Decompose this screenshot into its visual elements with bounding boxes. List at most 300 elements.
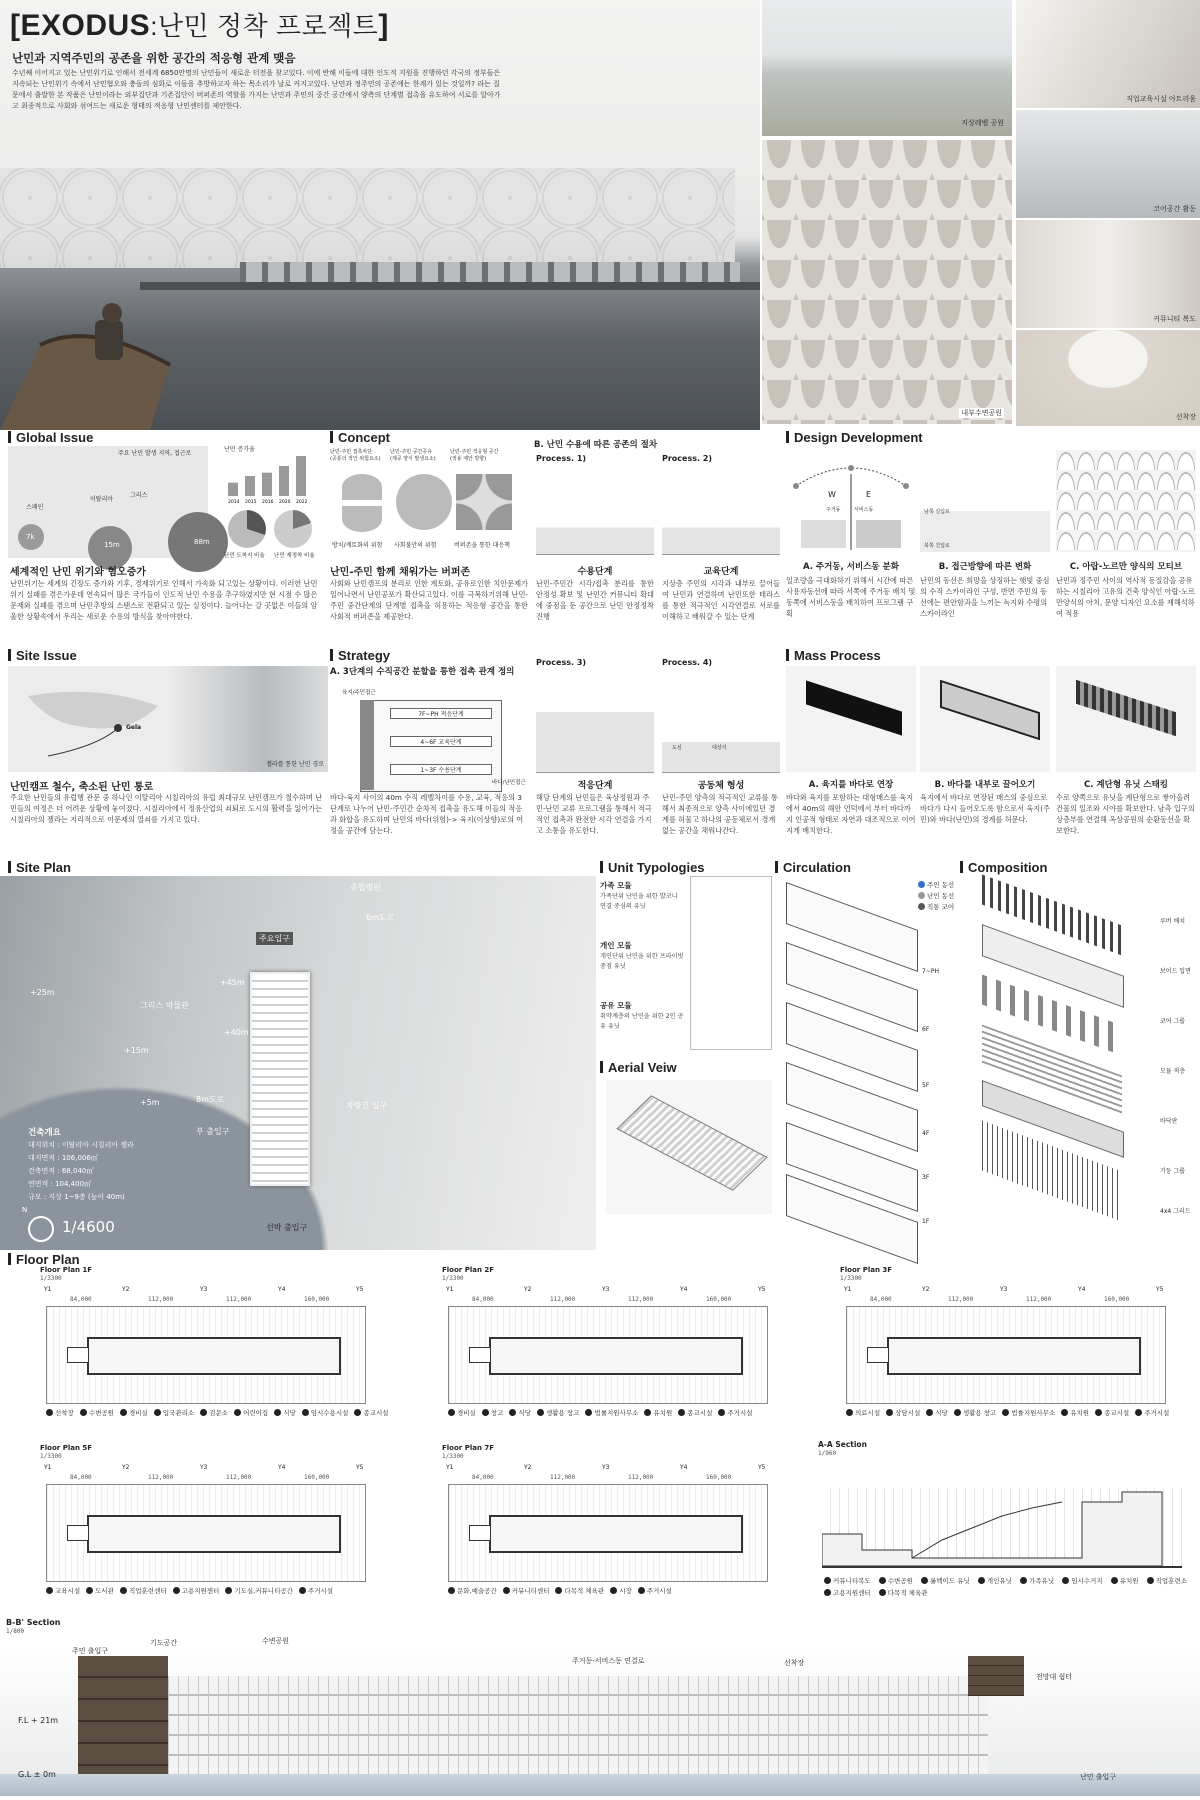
north-label: N: [22, 1206, 28, 1214]
strategy-level: 7F~PH 적응단계: [390, 708, 492, 719]
unit-body: 취약계층의 난민을 위한 2인 공유 유닛: [600, 1013, 684, 1030]
strategy-diagram: [340, 682, 526, 790]
overview-title: 건축개요: [28, 1128, 61, 1138]
dev-label: 주거동: [826, 507, 841, 513]
legend-item: 종교시설: [1104, 1409, 1130, 1417]
legend-item: 주거시설: [727, 1409, 753, 1417]
circle-label: 7k: [26, 533, 35, 541]
dev-body: 일조량을 극대화하기 위해서 시간에 따른 사용자동선에 따라 서쪽에 주거동 배치 및 동쪽에 서비스동을 배치하여 프로그램 구획: [786, 576, 916, 619]
plan-dim: 84,000: [472, 1474, 494, 1481]
unit-body: 개인단위 난민을 위한 프라이빗 중점 유닛: [600, 953, 684, 970]
plan-axis-label: Y2: [922, 1286, 930, 1293]
plan-legend: [840, 1408, 1190, 1419]
mass-name: B. 바다를 내부로 끌어오기: [934, 780, 1036, 790]
map-label: 스페인: [26, 504, 44, 511]
global-body: 난민위기는 세계의 긴장도 증가와 기후, 경제위기로 인해서 가속화 되고있는 상황이다. 이러한 난민위기 실패를 겪은가운데 연속되어 많은 국가들이 인도적 난민 수용을 추구하였지만 현 시점 수 많은 문제와 실패를 겪으며 난민추방의 스탠스로 전환되고 있는 실정이다. 늘어나는 갈 곳없은 이들의 암울한 상황속에서 우리는 새로운 수용의 방식을 찾아야한다.: [10, 579, 318, 622]
legend-item: 주거시설: [307, 1587, 334, 1595]
render-label: 선착장: [1175, 413, 1196, 421]
plan-dim: 112,000: [226, 1296, 252, 1303]
plan-axis-label: Y4: [278, 1286, 286, 1293]
site-label: 선박 출입구: [266, 1223, 308, 1232]
section-title: Global Issue: [8, 430, 93, 445]
legend-item: 종교시설: [363, 1409, 389, 1417]
plan-dim: 84,000: [70, 1296, 92, 1303]
growth-year: 2022: [296, 500, 308, 504]
unit-diagram: [690, 876, 772, 1050]
growth-bar: [228, 483, 238, 496]
process-title: B. 난민 수용에 따른 공존의 절차: [534, 440, 658, 450]
unit-name: 개인 모듈: [600, 941, 632, 950]
legend-item: 식당: [283, 1409, 296, 1417]
render-label: 코어공간 활동: [1153, 205, 1196, 213]
site-label: 부 출입구: [196, 1127, 230, 1136]
plan-legend: [40, 1586, 390, 1597]
legend-item: 법률지원사무소: [594, 1409, 639, 1417]
title-main: EXODUS: [20, 9, 151, 42]
legend-item: 입국관리소: [162, 1409, 195, 1417]
unit-name: 공유 모듈: [600, 1001, 632, 1010]
legend-item: 다목적 체육관: [564, 1587, 605, 1595]
legend-bullet: [154, 1409, 161, 1416]
composition-label: 보이드 입면: [1160, 968, 1191, 975]
render-core: [1016, 110, 1200, 218]
plan-axis-label: Y2: [122, 1286, 130, 1293]
legend-bullet: [610, 1587, 617, 1594]
growth-bar: [296, 456, 306, 496]
legend-dot: [918, 881, 925, 888]
render-pier: [1016, 330, 1200, 426]
section-title: Mass Process: [786, 648, 881, 663]
legend-bullet: [1061, 1409, 1068, 1416]
legend-item: 임시수용시설: [310, 1409, 349, 1417]
legend-bullet: [1002, 1409, 1009, 1416]
dev-name: C. 아랍-노르만 양식의 모티브: [1069, 562, 1183, 572]
growth-bar: [245, 476, 255, 496]
floor-plan: [40, 1444, 390, 1612]
legend-bullet: [555, 1587, 562, 1594]
legend-bullet: [302, 1409, 309, 1416]
floor-plan: [840, 1266, 1190, 1434]
growth-year: 2014: [228, 500, 240, 504]
mass-diagram-3: [1056, 666, 1196, 772]
plan-axis-label: Y2: [524, 1286, 532, 1293]
legend-item: 유치원: [1070, 1409, 1090, 1417]
render-label: 커뮤니티 복도: [1153, 315, 1196, 323]
photo-caption: 젤라를 통한 난민 경로: [266, 761, 324, 768]
section-aa: [818, 1440, 1192, 1600]
header-block: [0, 0, 760, 430]
legend-dot: [918, 892, 925, 899]
bb-label: 전망대 쉼터: [1036, 1673, 1073, 1681]
plan-dim: 112,000: [628, 1474, 654, 1481]
floor-label: 4F: [922, 1130, 930, 1137]
section-scale: 1/960: [818, 1450, 837, 1457]
dev-name: B. 접근방향에 따른 변화: [938, 562, 1032, 572]
floor-label: 5F: [922, 1082, 930, 1089]
legend-bullet: [509, 1409, 516, 1416]
plan-axis-label: Y5: [758, 1286, 766, 1293]
section-title: Site Plan: [8, 860, 71, 875]
strategy-level: 1~3F 수용단계: [390, 764, 492, 775]
bb-label: 주거동-서비스동 연결로: [572, 1657, 645, 1665]
plan-drawing: [448, 1306, 768, 1404]
mass-name: C. 계단형 유닛 스태킹: [1083, 780, 1169, 790]
growth-bar: [262, 473, 272, 496]
legend-label: 직통 코어: [927, 903, 955, 912]
plan-scale: 1/3300: [40, 1275, 62, 1282]
plan-title: Floor Plan 5F: [40, 1444, 93, 1452]
step-name: 공동체 형성: [697, 781, 745, 791]
overview-line: 대지위치 : 이탈리아 시칠리아 젤라: [28, 1141, 134, 1149]
overview-line: 건축면적 : 68,040㎡: [28, 1167, 94, 1175]
plan-dim: 112,000: [948, 1296, 974, 1303]
circulation-diagram: [778, 906, 938, 1246]
site-issue-heading: 난민캠프 철수, 축소된 난민 통로: [10, 782, 154, 793]
process-diagram-3: [536, 672, 654, 773]
bb-level: F.L + 21m: [18, 1716, 59, 1725]
chart-title: 난민 증가율: [224, 446, 255, 453]
render-label: 지상레벨 공원: [961, 119, 1004, 127]
legend-bullet: [274, 1409, 281, 1416]
legend-bullet: [585, 1409, 592, 1416]
legend-bullet: [46, 1587, 53, 1594]
plan-dim: 160,000: [706, 1296, 732, 1303]
plan-axis-label: Y4: [278, 1464, 286, 1471]
plan-dim: 160,000: [304, 1296, 330, 1303]
dev-label: 서비스동: [854, 507, 874, 513]
process-label: Process. 1): [536, 454, 587, 463]
legend-item: 시장: [619, 1587, 632, 1595]
subtitle: 난민과 지역주민의 공존을 위한 공간의 적응형 관계 맺음: [12, 51, 296, 65]
plan-axis-label: Y5: [356, 1464, 364, 1471]
concept-col-label: 난민-주민 접촉차단 (공통의 적인 위험요소): [330, 449, 381, 462]
dev-diagram-1: [786, 450, 916, 552]
legend-bullet: [86, 1587, 93, 1594]
step-body: 난민-주민간 시각/접촉 분리를 통한 안정성 확보 및 난민간 커뮤니티 확대에 중점을 둔 공간으로 난민 안정정착 진행: [536, 579, 654, 622]
plan-legend: [442, 1586, 792, 1597]
section-title: Circulation: [775, 860, 851, 875]
legend-item: 의료시설: [855, 1409, 881, 1417]
legend-bullet: [482, 1409, 489, 1416]
legend-bullet: [954, 1409, 961, 1416]
strategy-level: 4~6F 교육단계: [390, 736, 492, 747]
floor-label: 7~PH: [922, 968, 939, 975]
site-scale: 1/4600: [62, 1218, 115, 1236]
unit-name: 가족 모듈: [600, 881, 632, 890]
plan-dim: 160,000: [1104, 1296, 1130, 1303]
composition-label: 4x4 그리드: [1160, 1208, 1191, 1215]
growth-chart: [222, 446, 316, 504]
plan-dim: 112,000: [1026, 1296, 1052, 1303]
legend-bullet: [638, 1587, 645, 1594]
bb-label: 수변공원: [262, 1637, 290, 1645]
legend-bullet: [846, 1409, 853, 1416]
plan-title: Floor Plan 2F: [442, 1266, 495, 1274]
legend-item: 도서관: [95, 1587, 114, 1595]
composition-label: 코어 그룹: [1160, 1018, 1186, 1025]
section-title: Unit Typologies: [600, 860, 705, 875]
legend-bullet: [1095, 1409, 1102, 1416]
legend-item: 선착장: [55, 1409, 74, 1417]
section-title: Aerial Veiw: [600, 1060, 677, 1075]
section-title: Composition: [960, 860, 1047, 875]
render-label: 내부수변공원: [961, 409, 1002, 417]
legend-item: 종교시설: [687, 1409, 713, 1417]
site-label: 그리스 박물관: [140, 1001, 189, 1010]
plan-dim: 112,000: [550, 1296, 576, 1303]
plan-dim: 84,000: [70, 1474, 92, 1481]
plan-scale: 1/3300: [40, 1453, 62, 1460]
concept-col-label: 난민-주민 적응형 공간 (적용 제안 방향): [450, 449, 499, 462]
level-label: +25m: [30, 988, 55, 997]
unit-body: 가족단위 난민을 위한 발코니 연결 중심의 유닛: [600, 893, 678, 910]
step-name: 적응단계: [577, 781, 613, 791]
plan-axis-label: Y3: [1000, 1286, 1008, 1293]
bb-label: 난민 출입구: [1080, 1773, 1117, 1781]
legend-item: 상담시설: [895, 1409, 921, 1417]
floor-plan: [442, 1266, 792, 1434]
plan-scale: 1/3300: [442, 1275, 464, 1282]
growth-bar: [279, 466, 289, 496]
plan-title: Floor Plan 7F: [442, 1444, 495, 1452]
overview-line: 대지면적 : 106,006㎡: [28, 1154, 98, 1162]
render-park-level: [762, 0, 1012, 136]
section-bb: [0, 1616, 1200, 1800]
legend-bullet: [1135, 1409, 1142, 1416]
plan-drawing: [46, 1306, 366, 1404]
step-name: 수용단계: [577, 567, 613, 577]
title: [EXODUS:난민 정착 프로젝트]: [10, 9, 389, 42]
legend-item: 생활용 창고: [545, 1409, 580, 1417]
boat-figure: [0, 285, 250, 430]
composition-diagram: [972, 900, 1142, 1240]
step-body: 해당 단계의 난민들은 육상정원과 주민-난민 교류 프로그램을 통해서 적극적인 접촉과 완전한 시각 연결을 가지고 소통을 유도한다.: [536, 793, 652, 836]
circle-label: 15m: [104, 541, 120, 549]
legend-item: 생활용 창고: [962, 1409, 997, 1417]
plan-axis-label: Y5: [758, 1464, 766, 1471]
legend-item: 문화,예술공간: [457, 1587, 497, 1595]
concept-diagram-1: [340, 474, 384, 532]
plan-axis-label: Y3: [602, 1464, 610, 1471]
plan-axis-label: Y3: [200, 1464, 208, 1471]
plan-dim: 112,000: [226, 1474, 252, 1481]
strategy-arrow: 바다/난민접근: [492, 780, 526, 786]
render-arches: [762, 140, 1012, 424]
plan-dim: 112,000: [628, 1296, 654, 1303]
plan-dim: 112,000: [550, 1474, 576, 1481]
plan-dim: 112,000: [148, 1474, 174, 1481]
plan-drawing: [448, 1484, 768, 1582]
building-arcade: [240, 262, 740, 282]
plan-dim: 84,000: [472, 1296, 494, 1303]
dev-diagram-3: [1056, 450, 1196, 552]
composition-label: 모듈 적층: [1160, 1068, 1186, 1075]
section-name: B-B' Section: [6, 1618, 61, 1627]
plan-axis-label: Y2: [524, 1464, 532, 1471]
strategy-arrow: 육지/주민접근: [342, 690, 376, 696]
global-heading: 세계적인 난민 위기와 혐오증가: [10, 567, 147, 578]
site-label: 종합병원: [350, 883, 381, 892]
growth-year: 2015: [245, 500, 257, 504]
plan-axis-label: Y1: [446, 1286, 454, 1293]
aerial-view: [606, 1080, 772, 1214]
pie-2: [274, 510, 312, 548]
concept-heading: 난민-주민 함께 채워가는 버퍼존: [330, 567, 471, 578]
legend-label: 주민 동선: [927, 881, 955, 889]
pie-caption: 난민 재정착 비율: [274, 553, 315, 559]
concept-diagram-3: [456, 474, 512, 530]
floor-label: 6F: [922, 1026, 930, 1033]
strategy-subtitle: A. 3단계의 수직공간 분할을 통한 접촉 관계 정의: [330, 667, 515, 677]
intro-text: 수년째 이어지고 있는 난민위기로 인해서 전세계 6850만명의 난민들이 새로운 터전을 찾고있다. 이에 반해 이들에 대한 인도적 지원을 진행하던 각국의 정부들은 지속되는 난민위기 속에서 난민혐오와 충돌의 심화로 이들을 추방하고자 하는 목소리가 날로 커지고있다. 난민과 정주민의 공존에는 한계가 있는 것일까? 라는 질문에서 출발한 본 작품은 난민이라는 외부집단과 기존집단이 버퍼존의 역할을 가지는 난민과 주민의 중간 공간에서 양측의 단계별 접촉을 유도하여 서로를 알아가고 최종적으로 사회와 섞여드는 새로운 형태의 적응형 난민센터를 제안한다.: [12, 69, 501, 110]
compass-label: W: [828, 490, 836, 499]
legend-bullet: [678, 1409, 685, 1416]
legend-item: 교육시설: [55, 1587, 81, 1595]
pie-1: [228, 510, 266, 548]
legend-bullet: [299, 1587, 306, 1594]
legend-item: 유치원: [653, 1409, 673, 1417]
plan-axis-label: Y1: [844, 1286, 852, 1293]
process-label: Process. 2): [662, 454, 713, 463]
legend-bullet: [448, 1409, 455, 1416]
process-diagram-2: [662, 466, 780, 555]
map-label: Gela: [126, 724, 142, 731]
concept-col-label: 난민-주민 공간공유 (제공 양식 발생요소): [390, 449, 436, 462]
legend-item: 법률지원사무소: [1011, 1409, 1056, 1417]
section-name: A-A Section: [818, 1440, 867, 1449]
plan-dim: 112,000: [148, 1296, 174, 1303]
growth-year: 2020: [279, 500, 291, 504]
section-bb-drawing: [0, 1646, 1200, 1796]
site-label: 차량진 입구: [346, 1101, 388, 1110]
section-title: Floor Plan: [8, 1252, 80, 1267]
concept-body: 사회와 난민캠프의 분리로 인한 계토화, 공유로인한 치안문제가 일어나면서 난민공포가 확산되고있다. 이를 극복하기위해 난민-주민 중간단계의 단계별 접촉을 허용하는 적응형 공간을 통한 사회적 버퍼존을 제공한다.: [330, 579, 528, 622]
mass-name: A. 육지를 바다로 연장: [808, 780, 894, 790]
bb-label: 선착장: [784, 1659, 805, 1667]
plan-legend: [40, 1408, 390, 1419]
section-title: Concept: [330, 430, 390, 445]
bb-label: 기도공간: [150, 1639, 178, 1647]
floor-plan: [442, 1444, 792, 1612]
section-title: Design Development: [786, 430, 923, 445]
concept-caption: 방치/계토화의 위험: [332, 542, 383, 549]
building-facade: [0, 168, 735, 268]
legend-bullet: [926, 1409, 933, 1416]
legend-item: 식당: [518, 1409, 531, 1417]
legend-bullet: [46, 1409, 53, 1416]
plan-scale: 1/3300: [442, 1453, 464, 1460]
legend-bullet: [120, 1409, 127, 1416]
plan-axis-label: Y2: [122, 1464, 130, 1471]
concept-caption: 버퍼존을 통한 대응책: [454, 542, 510, 549]
legend-item: 식당: [935, 1409, 948, 1417]
floor-plan: [40, 1266, 390, 1434]
dev-label: 남쪽 진입로: [924, 509, 950, 515]
plan-title: Floor Plan 1F: [40, 1266, 93, 1274]
legend-bullet: [225, 1587, 232, 1594]
level-label: +40m: [224, 1028, 249, 1037]
plan-axis-label: Y1: [44, 1464, 52, 1471]
north-arrow-icon: [28, 1216, 54, 1242]
plan-axis-label: Y3: [602, 1286, 610, 1293]
process-label: Process. 3): [536, 658, 587, 667]
mass-diagram-1: [786, 666, 916, 772]
section-title: Strategy: [330, 648, 390, 663]
legend-bullet: [503, 1587, 510, 1594]
legend-item: 수변공원: [88, 1409, 114, 1417]
mass-diagram-2: [920, 666, 1050, 772]
global-map: [8, 446, 208, 558]
render-label: 직업교육시설 아트리움: [1126, 95, 1196, 103]
map-title: 주요 난민 발생 지역, 접근로: [118, 450, 192, 457]
bb-level: G.L ± 0m: [18, 1770, 56, 1779]
process-diagram-1: [536, 466, 654, 555]
mass-body: 바다와 육지를 포함하는 대형매스를 육지에서 40m의 해안 언덕에서 부터 바다까지 인공적 형태로 자연과 대조적으로 이어지게 배치한다.: [786, 793, 916, 836]
render-corridor: [1016, 220, 1200, 328]
level-label: +15m: [124, 1046, 149, 1055]
strategy-body: 바다-육지 사이의 40m 수직 레벨차이를 수용, 교육, 적응의 3단계로 나누어 난민-주민간 순차적 접촉을 유도해 이들의 적응과 화합을 유도하며 난민의 바다(위험)-> 육지(이상향)로의 여정을 공간에 담는다.: [330, 793, 524, 836]
legend-item: 어린이집: [243, 1409, 269, 1417]
legend-item: 주거시설: [1144, 1409, 1170, 1417]
dev-label: 북쪽 진입로: [924, 543, 950, 549]
legend-bullet: [537, 1409, 544, 1416]
plan-axis-label: Y1: [446, 1464, 454, 1471]
legend-item: 직업훈련센터: [128, 1587, 167, 1595]
legend-item: 주거시설: [646, 1587, 672, 1595]
concept-diagram-2: [396, 474, 452, 530]
step-body: 지상층 주민의 시각과 내부로 끌어들여 난민과 연결하며 난민또한 테라스를 통한 적극적인 시각연결로 서로를 이해하고 배워갈 수 있는 단계: [662, 579, 780, 622]
site-label: 6m도로: [366, 913, 395, 922]
legend-item: 검문소: [209, 1409, 229, 1417]
legend-bullet: [200, 1409, 207, 1416]
growth-year: 2016: [262, 500, 274, 504]
legend-item: 기도실,커뮤니티공간: [234, 1587, 293, 1595]
plan-dim: 160,000: [304, 1474, 330, 1481]
site-label: 주요입구: [256, 932, 293, 945]
section-title: Site Issue: [8, 648, 77, 663]
dev-body: 난민의 동선은 희망을 상징하는 햇빛 중심의 수직 스카이라인 구성, 반면 주민의 동선에는 편안함과을 느끼는 녹지와 수평의 스카이라인: [920, 576, 1050, 619]
legend-item: 경비실: [128, 1409, 148, 1417]
pie-caption: 난민 도착지 비율: [224, 553, 265, 559]
site-issue-body: 주요한 난민들의 유럽행 관문 중 하나인 이탈리아 시칠리아의 유럽 최대규모 난민캠프가 철수하며 난민들의 여정은 더 어려운 상황에 놓여졌다. 시칠리아에서 정유산업의 쇠퇴로 도시의 활력을 잃어가는 시칠리아의 젤라는 지리적으로 이문제의 열쇠를 가지고 있다.: [10, 793, 323, 825]
concept-caption: 사회불안의 위험: [394, 542, 437, 549]
legend-bullet: [718, 1409, 725, 1416]
plan-axis-label: Y4: [680, 1286, 688, 1293]
process-label: Process. 4): [662, 658, 713, 667]
floor-label: 3F: [922, 1174, 930, 1181]
legend-item: 고용지원센터: [181, 1587, 220, 1595]
legend-item: 창고: [490, 1409, 504, 1417]
map-label: 그리스: [130, 492, 148, 499]
floor-label: 1F: [922, 1218, 930, 1225]
step-name: 교육단계: [703, 567, 739, 577]
site-plan-map: [0, 876, 596, 1250]
composition-label: 기둥 그룹: [1160, 1168, 1186, 1175]
legend-bullet: [173, 1587, 180, 1594]
mass-body: 육지에서 바다로 연장된 매스의 중심으로 바다가 다시 들어오도록 함으로서 육지(주민)와 바다(난민)의 경계를 허문다.: [920, 793, 1050, 825]
legend-bullet: [886, 1409, 893, 1416]
compass-label: E: [866, 490, 872, 499]
plan-drawing: [46, 1484, 366, 1582]
plan-axis-label: Y4: [680, 1464, 688, 1471]
dev-body: 난민과 정주민 사이의 역사적 동질감을 공유 하는 시칠리아 고유의 건축 양식인 아랍-노르만양식의 아치, 문양 디자인 요소를 재해석하여 적용: [1056, 576, 1195, 619]
plan-axis-label: Y5: [1156, 1286, 1164, 1293]
process-diagram-4: [662, 672, 780, 773]
legend-bullet: [448, 1587, 455, 1594]
dev-diagram-2: [920, 450, 1050, 552]
legend-label: 난민 동선: [927, 892, 955, 901]
section-scale: 1/800: [6, 1628, 25, 1635]
